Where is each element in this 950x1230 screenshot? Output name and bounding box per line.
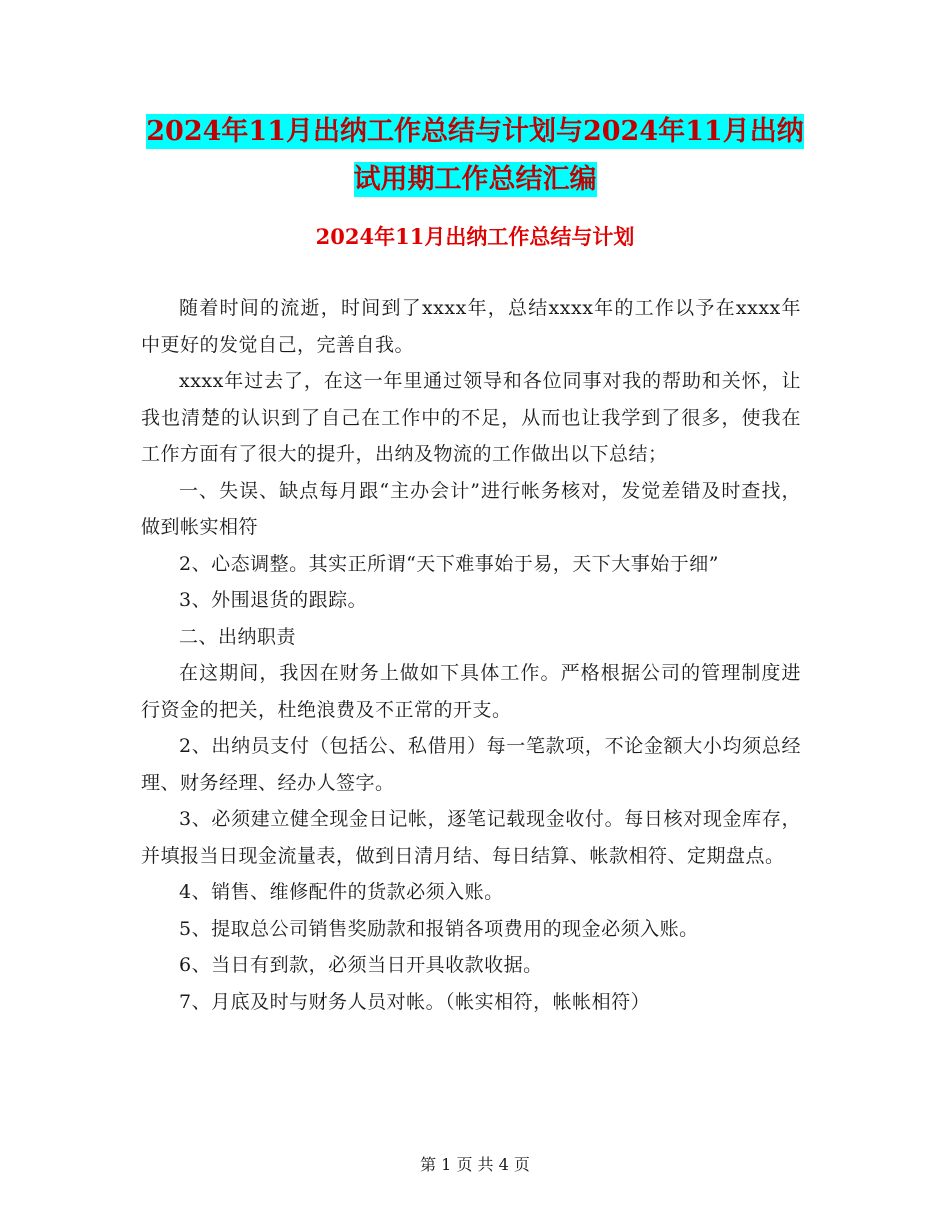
section-title: 2024年11月出纳工作总结与计划 [315, 224, 635, 249]
paragraph: 6、当日有到款，必须当日开具收款收据。 [179, 954, 543, 976]
paragraph: 3、外围退货的跟踪。 [179, 589, 368, 611]
document-body [141, 290, 801, 1020]
paragraph: 一、失误、缺点每月跟“主办会计”进行帐务核对，发觉差错及时查找，做到帐实相符 [141, 479, 801, 538]
page-footer: 第 1 页 共 4 页 [420, 1155, 530, 1174]
paragraph: xxxx年过去了，在这一年里通过领导和各位同事对我的帮助和关怀，让我也清楚的认识到了自己在工作中的不足，从而也让我学到了很多，使我在工作方面有了很大的提升，出纳及物流的工作做出以下总结； [141, 370, 801, 465]
paragraph: 2、心态调整。其实正所谓“天下难事始于易，天下大事始于细” [179, 552, 720, 575]
title-line-1: 2024年11月出纳工作总结与计划与2024年11月出纳 [146, 116, 804, 147]
paragraph: 二、出纳职责 [179, 625, 297, 648]
paragraph: 随着时间的流逝，时间到了xxxx年，总结xxxx年的工作以予在xxxx年中更好的发觉自己，完善自我。 [141, 297, 801, 356]
paragraph: 3、必须建立健全现金日记帐，逐笔记载现金收付。每日核对现金库存，并填报当日现金流量表，做到日清月结、每日结算、帐款相符、定期盘点。 [141, 808, 801, 867]
paragraph: 7、月底及时与财务人员对帐。（帐实相符，帐帐相符） [179, 990, 651, 1013]
paragraph: 5、提取总公司销售奖励款和报销各项费用的现金必须入账。 [179, 917, 699, 940]
paragraph: 在这期间，我因在财务上做如下具体工作。严格根据公司的管理制度进行资金的把关，杜绝浪费及不正常的开支。 [141, 662, 801, 721]
paragraph: 2、出纳员支付（包括公、私借用）每一笔款项，不论金额大小均须总经理、财务经理、经办人签字。 [141, 735, 801, 794]
paragraph: 4、销售、维修配件的货款必须入账。 [179, 881, 504, 903]
title-line-2: 试用期工作总结汇编 [353, 164, 597, 195]
document-title [140, 108, 810, 204]
